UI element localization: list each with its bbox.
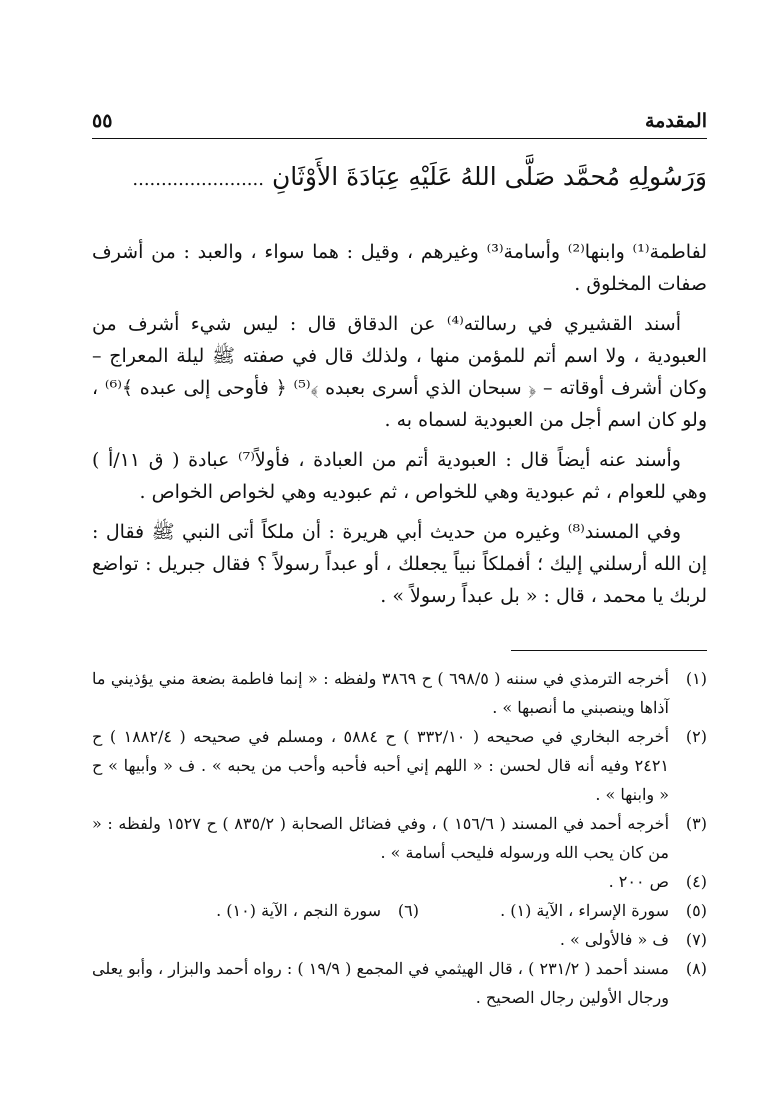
hadith-text-line bbox=[92, 152, 707, 202]
footnote-4 bbox=[92, 867, 707, 896]
footnote-number: (٢) bbox=[685, 727, 707, 746]
page-number: ٥٥ bbox=[92, 110, 113, 132]
footnote-number: (٤) bbox=[685, 872, 707, 891]
paragraph-1: لفاطمة⁽¹⁾ وابنها⁽²⁾ وأسامة⁽³⁾ وغيرهم ، وقيل : هما سواء ، والعبد : من أشرف صفات المخلوق . bbox=[92, 241, 707, 295]
paragraph-3: وأسند عنه أيضاً قال : العبودية أتم من العبادة ، فأولاً⁽⁷⁾ عبادة ( ق ١١/أ ) وهي للعوام ، ثم عبودية وهي للخواص ، ثم عبوديه وهي لخواص الخواص . bbox=[92, 449, 707, 503]
footnote-text: سورة الإسراء ، الآية (١) . bbox=[500, 901, 669, 920]
header-rule bbox=[92, 138, 707, 139]
footnote-text: مسند أحمد ( ٢٣١/٢ ) ، قال الهيثمي في المجمع ( ١٩/٩ ) : رواه أحمد والبزار ، وأبو يعلى ورجال الأولين رجال الصحيح . bbox=[92, 959, 669, 1007]
footnote-number: (٨) bbox=[685, 959, 707, 978]
footnote-text: أخرجه أحمد في المسند ( ١٥٦/٦ ) ، وفي فضائل الصحابة ( ٨٣٥/٢ ) ح ١٥٢٧ ولفظه : « من كان يحب الله ورسوله فليحب أسامة » . bbox=[92, 814, 670, 862]
footnotes bbox=[92, 664, 707, 1012]
footnote-text: ف « فالأولى » . bbox=[559, 930, 669, 949]
footnote-7 bbox=[92, 925, 707, 954]
footnote-5 bbox=[419, 896, 707, 925]
footnote-text: أخرجه البخاري في صحيحه ( ٣٣٢/١٠ ) ح ٥٨٨٤ ، ومسلم في صحيحه ( ١٨٨٢/٤ ) ح ٢٤٢١ وفيه أنه قال لحسن : « اللهم إني أحبه فأحبه وأحب من يحبه » . ف « وأبيها » ح « وابنها » . bbox=[92, 727, 670, 804]
footnote-text: أخرجه الترمذي في سننه ( ٦٩٨/٥ ) ح ٣٨٦٩ ولفظه : « إنما فاطمة بضعة مني يؤذيني ما آذاها وينصبني ما أنصبها » . bbox=[92, 669, 670, 717]
hadith-text: وَرَسُولِهِ مُحمَّد صَلَّى اللهُ عَلَيْهِ عِبَادَةَ الأَوْثَانِ bbox=[271, 162, 707, 191]
footnote-pair-5-6 bbox=[92, 896, 707, 925]
footnote-text: ص ٢٠٠ . bbox=[608, 872, 669, 891]
paragraph-2: أسند القشيري في رسالته⁽⁴⁾ عن الدقاق قال : ليس شيء أشرف من العبودية ، ولا اسم أتم للمؤمن منها ، ولذلك قال في صفته ﷺ ليلة المعراج – وكان أشرف أوقاته – ﴿ سبحان الذي أسرى بعبده ﴾⁽⁵⁾ ﴿ فأوحى إلى عبده ﴾⁽⁶⁾ ، ولو كان اسم أجل من العبودية لسماه به . bbox=[92, 313, 708, 431]
footnote-2 bbox=[92, 722, 707, 809]
footnote-6 bbox=[131, 896, 419, 925]
footnote-number: (٣) bbox=[685, 814, 707, 833]
footnote-3 bbox=[92, 809, 707, 867]
hadith-dots: ....................... bbox=[132, 169, 264, 190]
footnote-text: سورة النجم ، الآية (١٠) . bbox=[216, 901, 381, 920]
running-header bbox=[92, 108, 707, 138]
commentary-body bbox=[92, 236, 707, 620]
footnote-number: (٥) bbox=[685, 901, 707, 920]
footnote-1 bbox=[92, 664, 707, 722]
footnote-number: (١) bbox=[685, 669, 707, 688]
paragraph-4: وفي المسند⁽⁸⁾ وغيره من حديث أبي هريرة : أن ملكاً أتى النبي ﷺ فقال : إن الله أرسلني إليك ؛ أفملكاً نبياً يجعلك ، أو عبداً رسولاً ؟ فقال جبريل : تواضع لربك يا محمد ، قال : « بل عبداً رسولاً » . bbox=[92, 521, 707, 607]
footnote-rule bbox=[511, 650, 707, 651]
footnote-number: (٧) bbox=[685, 930, 707, 949]
footnote-8 bbox=[92, 954, 707, 1012]
footnote-number: (٦) bbox=[397, 901, 419, 920]
section-title: المقدمة bbox=[644, 110, 707, 132]
